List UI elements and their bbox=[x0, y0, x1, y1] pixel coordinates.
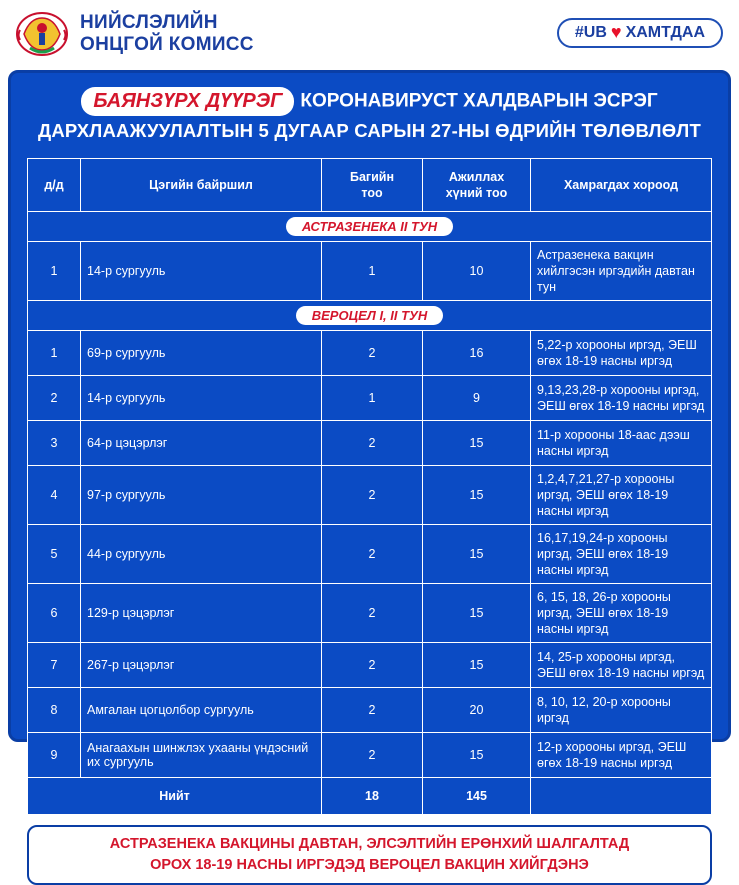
column-header-index: д/д bbox=[28, 159, 81, 212]
cell-index: 6 bbox=[28, 584, 81, 643]
cell-people: 15 bbox=[423, 525, 531, 584]
table-row bbox=[28, 242, 712, 301]
title-line-2: ДАРХЛААЖУУЛАЛТЫН 5 ДУГААР САРЫН 27-НЫ ӨДРИЙН ТӨЛӨВЛӨЛТ bbox=[37, 120, 701, 141]
total-teams: 18 bbox=[322, 778, 423, 815]
table-row bbox=[28, 525, 712, 584]
cell-people: 15 bbox=[423, 733, 531, 778]
table-row bbox=[28, 331, 712, 376]
hashtag-badge bbox=[557, 18, 723, 48]
poster-body bbox=[8, 70, 731, 873]
section-title-badge: ВЕРОЦЕЛ I, II ТУН bbox=[296, 306, 444, 325]
cell-khoroo: 5,22-р хорооны иргэд, ЭЕШ өгөх 18-19 насны иргэд bbox=[531, 331, 712, 376]
table-header bbox=[28, 159, 712, 212]
organization-name bbox=[80, 12, 254, 56]
cell-khoroo: 8, 10, 12, 20-р хорооны иргэд bbox=[531, 688, 712, 733]
column-header-people bbox=[423, 159, 531, 212]
cell-teams: 2 bbox=[322, 421, 423, 466]
cell-khoroo: 16,17,19,24-р хорооны иргэд, ЭЕШ өгөх 18-19 насны иргэд bbox=[531, 525, 712, 584]
cell-teams: 2 bbox=[322, 525, 423, 584]
column-header-teams bbox=[322, 159, 423, 212]
cell-index: 1 bbox=[28, 331, 81, 376]
org-name-line2: ОНЦГОЙ КОМИСС bbox=[80, 34, 254, 55]
table-row bbox=[28, 688, 712, 733]
cell-index: 2 bbox=[28, 376, 81, 421]
table-row bbox=[28, 733, 712, 778]
cell-teams: 2 bbox=[322, 584, 423, 643]
cell-location: 64-р цэцэрлэг bbox=[81, 421, 322, 466]
total-label: Нийт bbox=[28, 778, 322, 815]
cell-location: 267-р цэцэрлэг bbox=[81, 643, 322, 688]
cell-teams: 2 bbox=[322, 733, 423, 778]
cell-index: 1 bbox=[28, 242, 81, 301]
table-total-row bbox=[28, 778, 712, 815]
heart-icon: ♥ bbox=[610, 22, 622, 42]
cell-people: 10 bbox=[423, 242, 531, 301]
cell-khoroo: 14, 25-р хорооны иргэд, ЭЕШ өгөх 18-19 насны иргэд bbox=[531, 643, 712, 688]
table-row bbox=[28, 643, 712, 688]
column-header-teams-line2: тоо bbox=[361, 186, 383, 200]
cell-teams: 1 bbox=[322, 242, 423, 301]
section-header-row bbox=[28, 212, 712, 242]
cell-index: 3 bbox=[28, 421, 81, 466]
cell-people: 15 bbox=[423, 584, 531, 643]
cell-khoroo: 11-р хорооны 18-аас дээш насны иргэд bbox=[531, 421, 712, 466]
cell-khoroo: 9,13,23,28-р хорооны иргэд, ЭЕШ өгөх 18-19 насны иргэд bbox=[531, 376, 712, 421]
column-header-people-line1: Ажиллах bbox=[448, 170, 505, 184]
cell-people: 20 bbox=[423, 688, 531, 733]
cell-teams: 2 bbox=[322, 331, 423, 376]
cell-location: 69-р сургууль bbox=[81, 331, 322, 376]
table-header-row bbox=[28, 159, 712, 212]
cell-location: 129-р цэцэрлэг bbox=[81, 584, 322, 643]
title-line-1-rest: КОРОНАВИРУСТ ХАЛДВАРЫН ЭСРЭГ bbox=[300, 90, 658, 112]
soyombo-emblem-icon bbox=[14, 8, 70, 60]
column-header-khoroo: Хамрагдах хороод bbox=[531, 159, 712, 212]
column-header-people-line2: хүний тоо bbox=[445, 186, 508, 200]
cell-khoroo: Астразенека вакцин хийлгэсэн иргэдийн давтан тун bbox=[531, 242, 712, 301]
cell-location: Анагаахын шинжлэх ухааны үндэсний их сургууль bbox=[81, 733, 322, 778]
cell-location: 14-р сургууль bbox=[81, 376, 322, 421]
table-row bbox=[28, 421, 712, 466]
cell-khoroo: 12-р хорооны иргэд, ЭЕШ өгөх 18-19 насны иргэд bbox=[531, 733, 712, 778]
cell-people: 15 bbox=[423, 643, 531, 688]
column-header-teams-line1: Багийн bbox=[349, 170, 395, 184]
section-header-cell bbox=[28, 301, 712, 331]
cell-index: 4 bbox=[28, 466, 81, 525]
table-row bbox=[28, 584, 712, 643]
hashtag-suffix: ХАМТДАА bbox=[625, 24, 705, 41]
cell-index: 7 bbox=[28, 643, 81, 688]
vaccination-schedule-table bbox=[27, 158, 712, 815]
hashtag-prefix: #UB bbox=[574, 24, 607, 41]
section-header-row bbox=[28, 301, 712, 331]
cell-location: 44-р сургууль bbox=[81, 525, 322, 584]
footer-note bbox=[27, 825, 712, 885]
cell-people: 15 bbox=[423, 421, 531, 466]
cell-people: 9 bbox=[423, 376, 531, 421]
section-title-badge: АСТРАЗЕНЕКА II ТУН bbox=[286, 217, 453, 236]
column-header-location: Цэгийн байршил bbox=[81, 159, 322, 212]
cell-index: 8 bbox=[28, 688, 81, 733]
cell-khoroo: 6, 15, 18, 26-р хорооны иргэд, ЭЕШ өгөх 18-19 насны иргэд bbox=[531, 584, 712, 643]
cell-index: 9 bbox=[28, 733, 81, 778]
cell-location: Амгалан цогцолбор сургууль bbox=[81, 688, 322, 733]
cell-teams: 2 bbox=[322, 688, 423, 733]
cell-khoroo: 1,2,4,7,21,27-р хорооны иргэд, ЭЕШ өгөх 18-19 насны иргэд bbox=[531, 466, 712, 525]
footer-note-line2: ОРОХ 18-19 НАСНЫ ИРГЭДЭД ВЕРОЦЕЛ ВАКЦИН ХИЙГДЭНЭ bbox=[150, 857, 589, 873]
total-empty bbox=[531, 778, 712, 815]
poster-title bbox=[27, 87, 712, 146]
table-row bbox=[28, 466, 712, 525]
cell-teams: 1 bbox=[322, 376, 423, 421]
district-badge: БАЯНЗҮРХ ДҮҮРЭГ bbox=[81, 87, 294, 116]
table-row bbox=[28, 376, 712, 421]
cell-teams: 2 bbox=[322, 643, 423, 688]
footer-note-line1: АСТРАЗЕНЕКА ВАКЦИНЫ ДАВТАН, ЭЛСЭЛТИЙН ЕРӨНХИЙ ШАЛГАЛТАД bbox=[109, 836, 630, 852]
org-name-line1: НИЙСЛЭЛИЙН bbox=[80, 12, 218, 33]
cell-location: 97-р сургууль bbox=[81, 466, 322, 525]
total-people: 145 bbox=[423, 778, 531, 815]
cell-teams: 2 bbox=[322, 466, 423, 525]
cell-people: 15 bbox=[423, 466, 531, 525]
section-header-cell bbox=[28, 212, 712, 242]
cell-index: 5 bbox=[28, 525, 81, 584]
table-body bbox=[28, 212, 712, 815]
cell-people: 16 bbox=[423, 331, 531, 376]
title-line-1 bbox=[27, 87, 712, 116]
cell-location: 14-р сургууль bbox=[81, 242, 322, 301]
page-header bbox=[0, 0, 739, 68]
